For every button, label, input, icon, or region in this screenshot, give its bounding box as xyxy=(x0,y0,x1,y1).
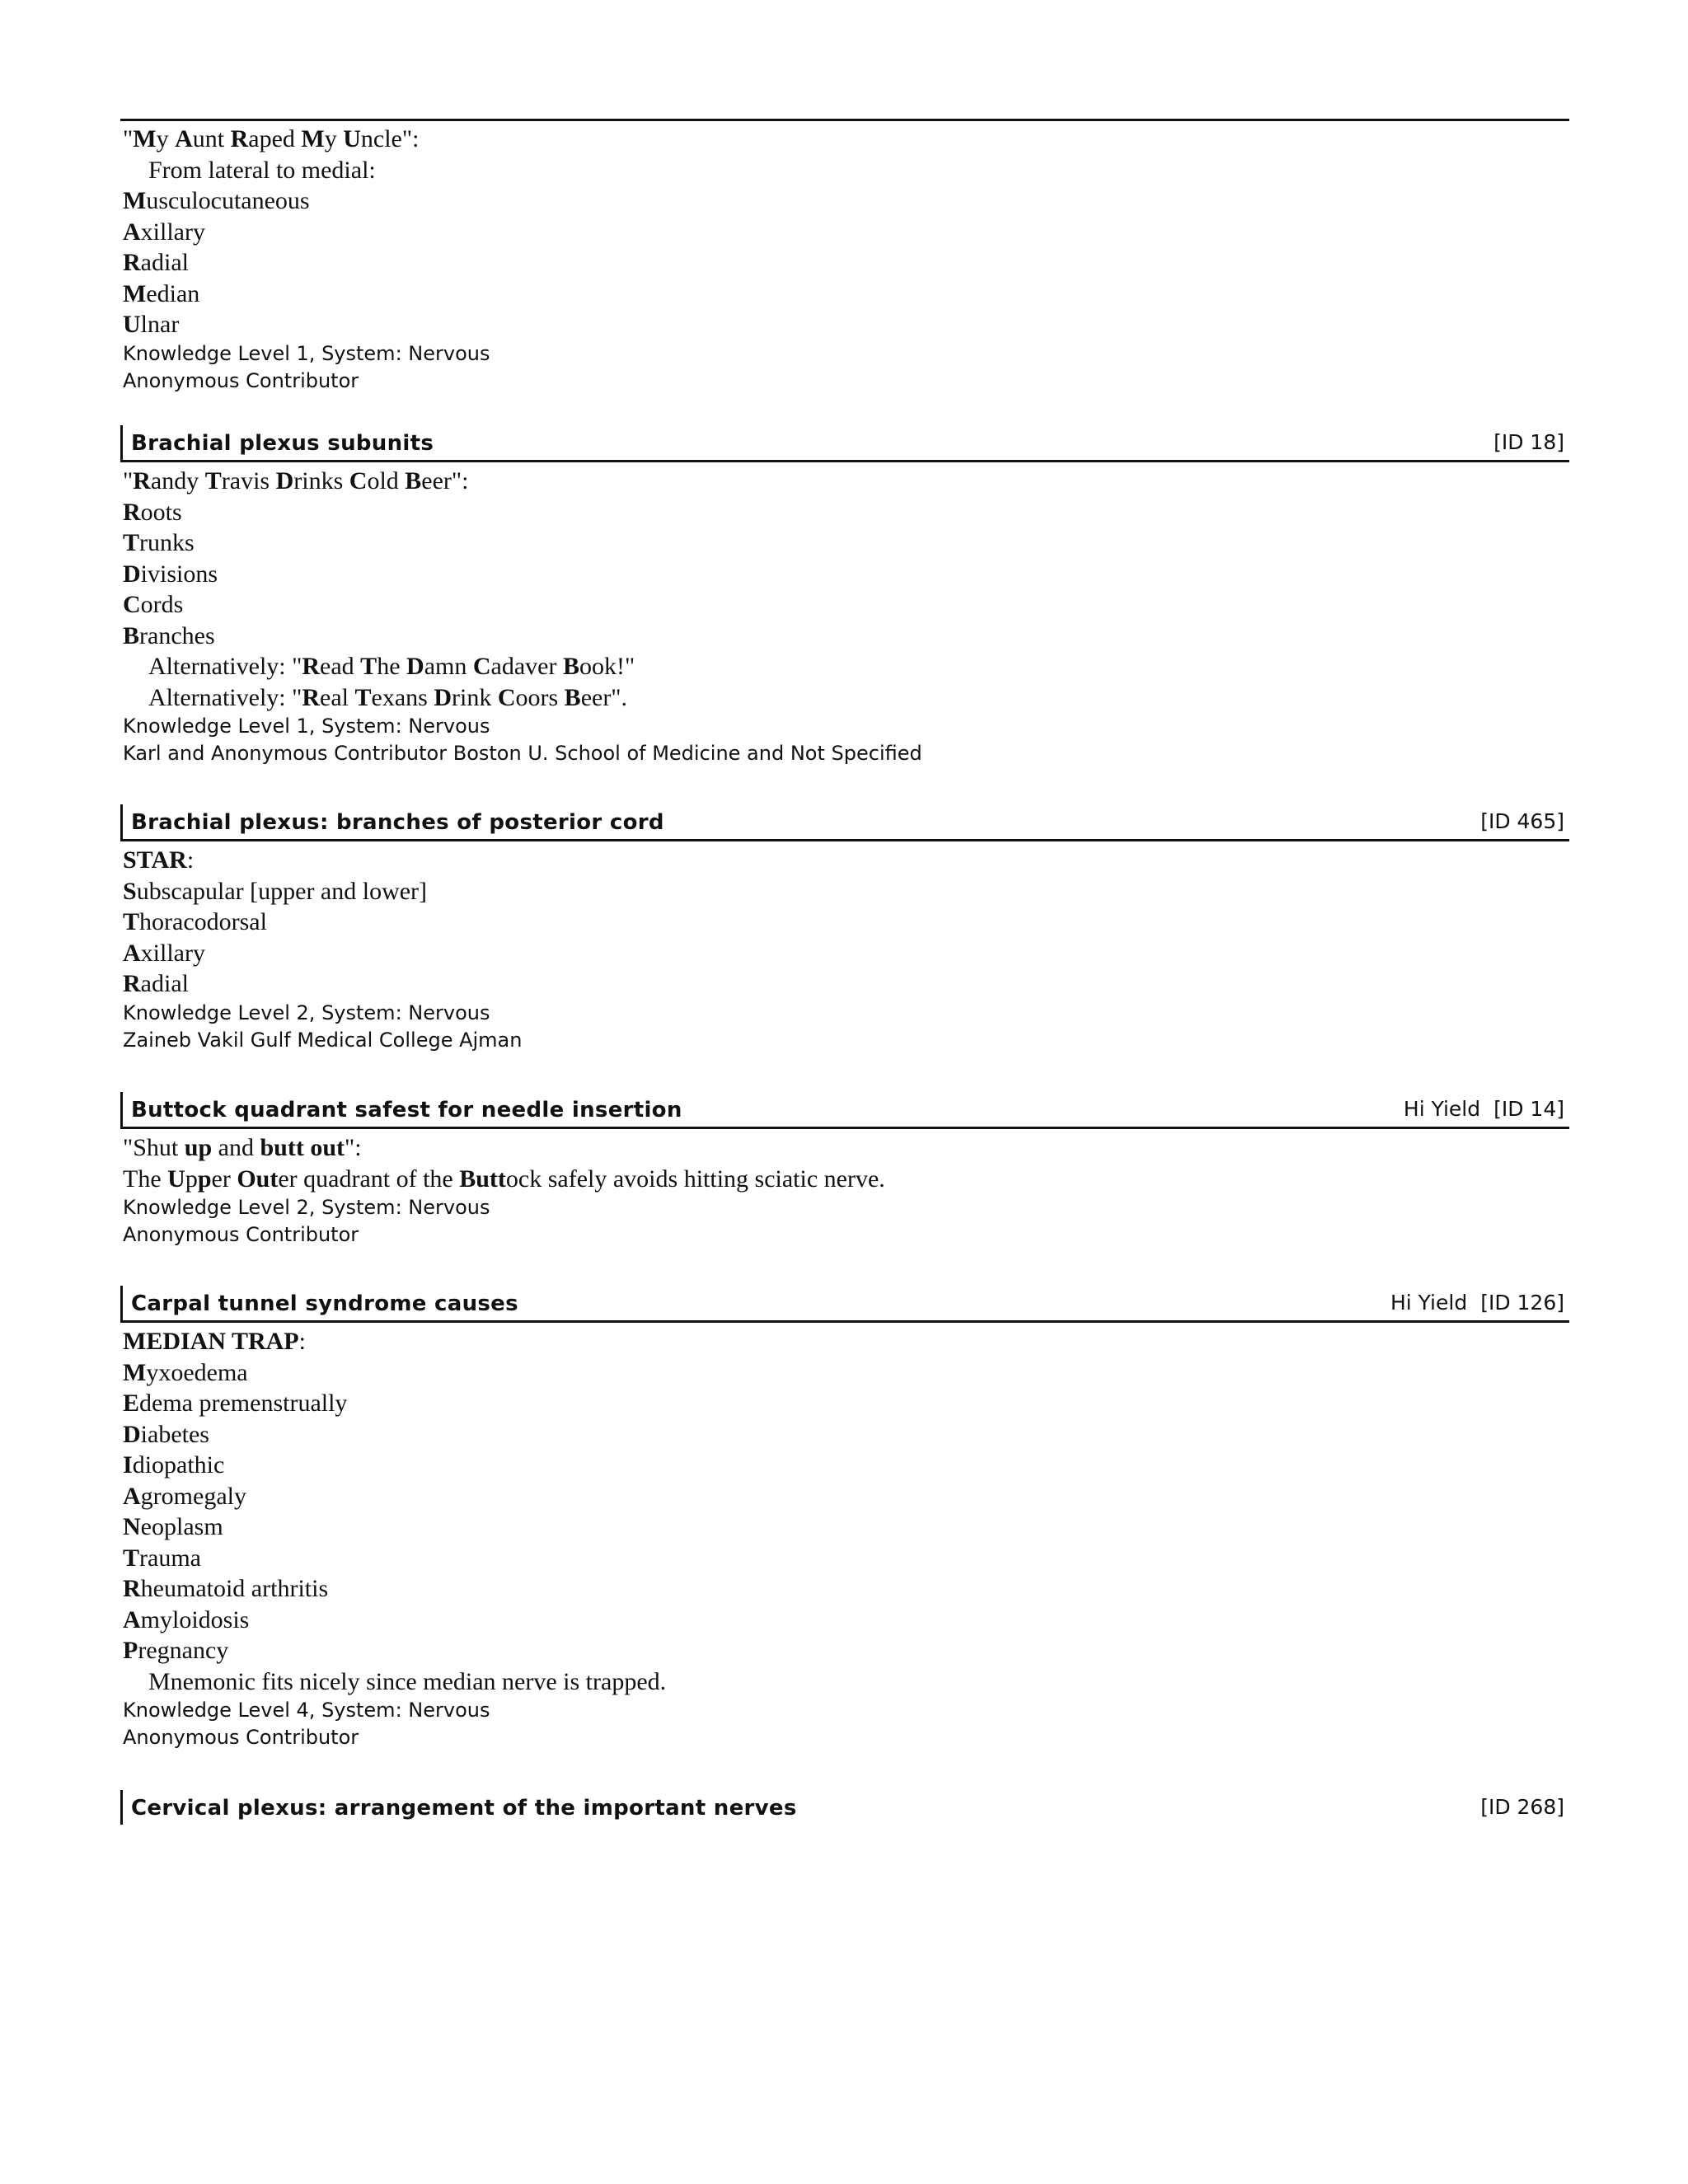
mnemonic-letter: STAR xyxy=(123,846,187,874)
mnemonic-letter: p xyxy=(197,1165,212,1193)
mnemonic-letter: I xyxy=(123,1451,133,1479)
mnemonic-entry xyxy=(120,1790,1569,1828)
mnemonic-text: iabetes xyxy=(140,1420,209,1448)
mnemonic-text: adaver xyxy=(490,653,563,680)
mnemonic-text: myloidosis xyxy=(140,1605,250,1633)
mnemonic-text: ead xyxy=(320,653,361,680)
mnemonic-text: oors xyxy=(515,683,565,711)
mnemonic-text: ": xyxy=(345,1134,362,1161)
mnemonic-text: p xyxy=(185,1165,198,1193)
mnemonic-letter: D xyxy=(434,683,452,711)
mnemonic-letter: T xyxy=(123,1544,140,1572)
knowledge-level: Knowledge Level 1, System: Nervous xyxy=(123,341,490,365)
mnemonic-letter: R xyxy=(123,1575,141,1602)
mnemonic-letter: A xyxy=(123,218,141,246)
knowledge-level: Knowledge Level 4, System: Nervous xyxy=(123,1699,490,1722)
mnemonic-letter: T xyxy=(123,529,140,556)
mnemonic-line xyxy=(123,845,1569,876)
entry-header xyxy=(120,425,1569,462)
entry-meta xyxy=(1404,1097,1564,1121)
mnemonic-letter: P xyxy=(123,1637,138,1664)
mnemonic-entry xyxy=(120,804,1569,1054)
mnemonic-line xyxy=(123,185,1569,217)
entry-header xyxy=(120,1286,1569,1323)
contributor: Anonymous Contributor xyxy=(123,368,359,392)
mnemonic-text: oots xyxy=(140,498,182,526)
mnemonic-text: eer": xyxy=(421,467,469,494)
mnemonic-letter: butt out xyxy=(260,1134,345,1161)
mnemonic-text: xillary xyxy=(140,218,205,246)
mnemonic-line xyxy=(123,527,1569,559)
mnemonic-letter: A xyxy=(123,1605,141,1633)
entry-title: Carpal tunnel syndrome causes xyxy=(131,1291,518,1316)
mnemonic-text: ords xyxy=(140,591,184,618)
mnemonic-letter: M xyxy=(301,125,325,152)
mnemonic-letter: U xyxy=(123,311,141,338)
mnemonic-letter: D xyxy=(123,560,141,588)
mnemonic-line xyxy=(123,938,1569,969)
entry-meta xyxy=(1390,1291,1564,1315)
mnemonic-text: ubscapular [upper and lower] xyxy=(136,877,428,905)
mnemonic-text: runks xyxy=(139,529,195,556)
mnemonic-text: he xyxy=(377,653,407,680)
mnemonic-text: yxoedema xyxy=(146,1358,248,1386)
entry-id: [ID 465] xyxy=(1480,809,1564,833)
mnemonic-letter: B xyxy=(564,683,581,711)
mnemonic-letter: E xyxy=(123,1390,140,1417)
mnemonic-entry xyxy=(120,425,1569,767)
mnemonic-letter: R xyxy=(123,970,141,997)
mnemonic-letter: R xyxy=(123,249,141,276)
contributor: Anonymous Contributor xyxy=(123,1726,359,1749)
mnemonic-line xyxy=(123,589,1569,621)
mnemonic-text: ook!" xyxy=(579,653,635,680)
mnemonic-text: edian xyxy=(146,279,200,307)
entry-header xyxy=(120,1092,1569,1129)
mnemonic-text: "Shut xyxy=(123,1134,185,1161)
mnemonic-text: heumatoid arthritis xyxy=(140,1575,329,1602)
mnemonic-text: aped xyxy=(248,125,302,152)
mnemonic-letter: S xyxy=(123,877,137,905)
contributor: Karl and Anonymous Contributor Boston U. School of Medicine and Not Specified xyxy=(123,742,922,765)
mnemonic-text: diopathic xyxy=(132,1451,225,1479)
mnemonic-text: dema premenstrually xyxy=(139,1390,348,1417)
mnemonic-text: ock safely avoids hitting sciatic nerve. xyxy=(505,1165,885,1193)
mnemonic-line xyxy=(123,1605,1569,1636)
hi-yield-badge: Hi Yield xyxy=(1390,1291,1468,1315)
mnemonic-line xyxy=(123,1164,1569,1195)
mnemonic-text: rinks xyxy=(293,467,349,494)
mnemonic-letter: M xyxy=(123,1358,147,1386)
mnemonic-line xyxy=(123,247,1569,279)
mnemonic-letter: R xyxy=(133,467,151,494)
mnemonic-letter: D xyxy=(123,1420,141,1448)
mnemonic-line xyxy=(123,1543,1569,1574)
mnemonic-line xyxy=(123,907,1569,938)
mnemonic-text: : xyxy=(298,1328,306,1355)
mnemonic-letter: U xyxy=(343,125,361,152)
mnemonic-text: old xyxy=(367,467,406,494)
mnemonic-entry xyxy=(120,1286,1569,1751)
entry-id: [ID 126] xyxy=(1480,1291,1564,1315)
mnemonic-text: regnancy xyxy=(138,1637,229,1664)
mnemonic-line xyxy=(123,876,1569,907)
knowledge-level: Knowledge Level 1, System: Nervous xyxy=(123,715,490,738)
mnemonic-text: " xyxy=(123,125,134,152)
hi-yield-badge: Hi Yield xyxy=(1403,1097,1481,1121)
mnemonic-letter: R xyxy=(230,125,249,152)
top-rule xyxy=(120,119,1569,121)
entry-title: Brachial plexus: branches of posterior cord xyxy=(131,810,664,835)
mnemonic-letter: Butt xyxy=(459,1165,506,1193)
mnemonic-text: ravis xyxy=(221,467,276,494)
entry-meta xyxy=(1480,809,1564,833)
mnemonic-text: ivisions xyxy=(140,560,218,588)
mnemonic-text: Alternatively: " xyxy=(148,683,302,711)
mnemonic-line xyxy=(123,1666,1569,1698)
mnemonic-text: lnar xyxy=(140,311,180,338)
mnemonic-text: gromegaly xyxy=(140,1482,246,1510)
mnemonic-letter: T xyxy=(123,908,140,935)
mnemonic-line xyxy=(123,309,1569,340)
mnemonic-text: y xyxy=(324,125,344,152)
entry-header xyxy=(120,1790,1569,1825)
entry-id: [ID 18] xyxy=(1493,430,1564,454)
mnemonic-line xyxy=(123,466,1569,497)
mnemonic-letter: C xyxy=(349,467,368,494)
mnemonic-line xyxy=(123,1481,1569,1512)
mnemonic-text: rink xyxy=(452,683,498,711)
mnemonic-line xyxy=(123,1388,1569,1419)
mnemonic-line xyxy=(123,1132,1569,1164)
entry-body xyxy=(120,462,1569,767)
entry-body xyxy=(120,1129,1569,1249)
mnemonic-letter: D xyxy=(406,653,424,680)
mnemonic-letter: B xyxy=(562,653,579,680)
mnemonic-letter: M xyxy=(123,279,147,307)
mnemonic-text: horacodorsal xyxy=(139,908,267,935)
entry-id: [ID 268] xyxy=(1480,1795,1564,1819)
knowledge-level: Knowledge Level 2, System: Nervous xyxy=(123,1001,490,1024)
knowledge-level: Knowledge Level 2, System: Nervous xyxy=(123,1196,490,1219)
mnemonic-letter: A xyxy=(123,1482,141,1510)
mnemonic-text: Alternatively: " xyxy=(148,653,302,680)
mnemonic-text: amn xyxy=(424,653,473,680)
entry-body xyxy=(120,124,1569,395)
mnemonic-entry xyxy=(120,1092,1569,1249)
mnemonic-line xyxy=(123,1573,1569,1605)
mnemonic-text: adial xyxy=(140,970,189,997)
entry-title: Cervical plexus: arrangement of the important nerves xyxy=(131,1796,797,1821)
mnemonic-text: From lateral to medial: xyxy=(148,156,376,184)
mnemonic-letter: B xyxy=(405,467,422,494)
entry-header xyxy=(120,804,1569,841)
mnemonic-letter: A xyxy=(175,125,193,152)
mnemonic-entry xyxy=(120,124,1569,395)
mnemonic-text: and xyxy=(212,1134,260,1161)
mnemonic-letter: T xyxy=(360,653,377,680)
mnemonic-text: xillary xyxy=(140,939,205,967)
mnemonic-line xyxy=(123,1511,1569,1543)
mnemonic-text: ncle": xyxy=(360,125,420,152)
mnemonic-text: usculocutaneous xyxy=(146,187,310,214)
mnemonic-letter: N xyxy=(123,1513,141,1540)
entry-body xyxy=(120,1825,1569,1828)
mnemonic-line xyxy=(123,1419,1569,1451)
mnemonic-letter: C xyxy=(472,653,491,680)
mnemonic-letter: R xyxy=(302,683,321,711)
mnemonic-text: er xyxy=(211,1165,237,1193)
entry-body xyxy=(120,841,1569,1054)
mnemonic-text: eal xyxy=(320,683,355,711)
mnemonic-letter: C xyxy=(497,683,516,711)
mnemonic-line xyxy=(123,155,1569,186)
mnemonic-letter: D xyxy=(275,467,294,494)
mnemonic-line xyxy=(123,124,1569,155)
mnemonic-line xyxy=(123,559,1569,590)
mnemonic-line xyxy=(123,1357,1569,1389)
mnemonic-text: unt xyxy=(192,125,231,152)
mnemonic-letter: MEDIAN TRAP xyxy=(123,1328,299,1355)
mnemonic-letter: M xyxy=(123,187,147,214)
mnemonic-letter: U xyxy=(167,1165,185,1193)
mnemonic-letter: up xyxy=(184,1134,213,1161)
mnemonic-text: y xyxy=(156,125,176,152)
mnemonic-text: eer". xyxy=(580,683,628,711)
mnemonic-line xyxy=(123,279,1569,310)
entry-body xyxy=(120,1323,1569,1751)
mnemonic-line xyxy=(123,497,1569,528)
mnemonic-letter: R xyxy=(302,653,321,680)
mnemonic-letter: T xyxy=(354,683,372,711)
mnemonic-line xyxy=(123,1450,1569,1481)
mnemonic-text: exans xyxy=(371,683,434,711)
mnemonic-text: ranches xyxy=(139,621,215,649)
mnemonic-text: er quadrant of the xyxy=(278,1165,460,1193)
mnemonic-letter: M xyxy=(133,125,157,152)
mnemonic-letter: T xyxy=(204,467,222,494)
contributor: Anonymous Contributor xyxy=(123,1223,359,1246)
mnemonic-line xyxy=(123,217,1569,248)
mnemonic-line xyxy=(123,621,1569,652)
contributor: Zaineb Vakil Gulf Medical College Ajman xyxy=(123,1028,523,1052)
entry-meta xyxy=(1480,1795,1564,1819)
mnemonic-text: eoplasm xyxy=(140,1513,223,1540)
mnemonic-text: rauma xyxy=(139,1544,201,1572)
mnemonic-letter: A xyxy=(123,939,141,967)
mnemonic-line xyxy=(123,651,1569,682)
mnemonic-letter: R xyxy=(123,498,141,526)
mnemonic-line xyxy=(123,1326,1569,1357)
mnemonic-line xyxy=(123,682,1569,714)
mnemonic-letter: B xyxy=(123,621,140,649)
mnemonic-text: adial xyxy=(140,249,189,276)
entry-title: Buttock quadrant safest for needle insertion xyxy=(131,1098,682,1122)
mnemonic-letter: C xyxy=(123,591,141,618)
entry-meta xyxy=(1493,430,1564,454)
mnemonic-letter: Out xyxy=(237,1165,279,1193)
mnemonic-text: " xyxy=(123,467,134,494)
entry-id: [ID 14] xyxy=(1493,1097,1564,1121)
mnemonic-text: Mnemonic fits nicely since median nerve is trapped. xyxy=(148,1667,667,1695)
mnemonic-text: : xyxy=(186,846,195,874)
mnemonic-line xyxy=(123,968,1569,1000)
mnemonic-line xyxy=(123,1635,1569,1666)
mnemonic-text: andy xyxy=(150,467,205,494)
entry-title: Brachial plexus subunits xyxy=(131,431,434,456)
mnemonic-text: The xyxy=(123,1165,168,1193)
